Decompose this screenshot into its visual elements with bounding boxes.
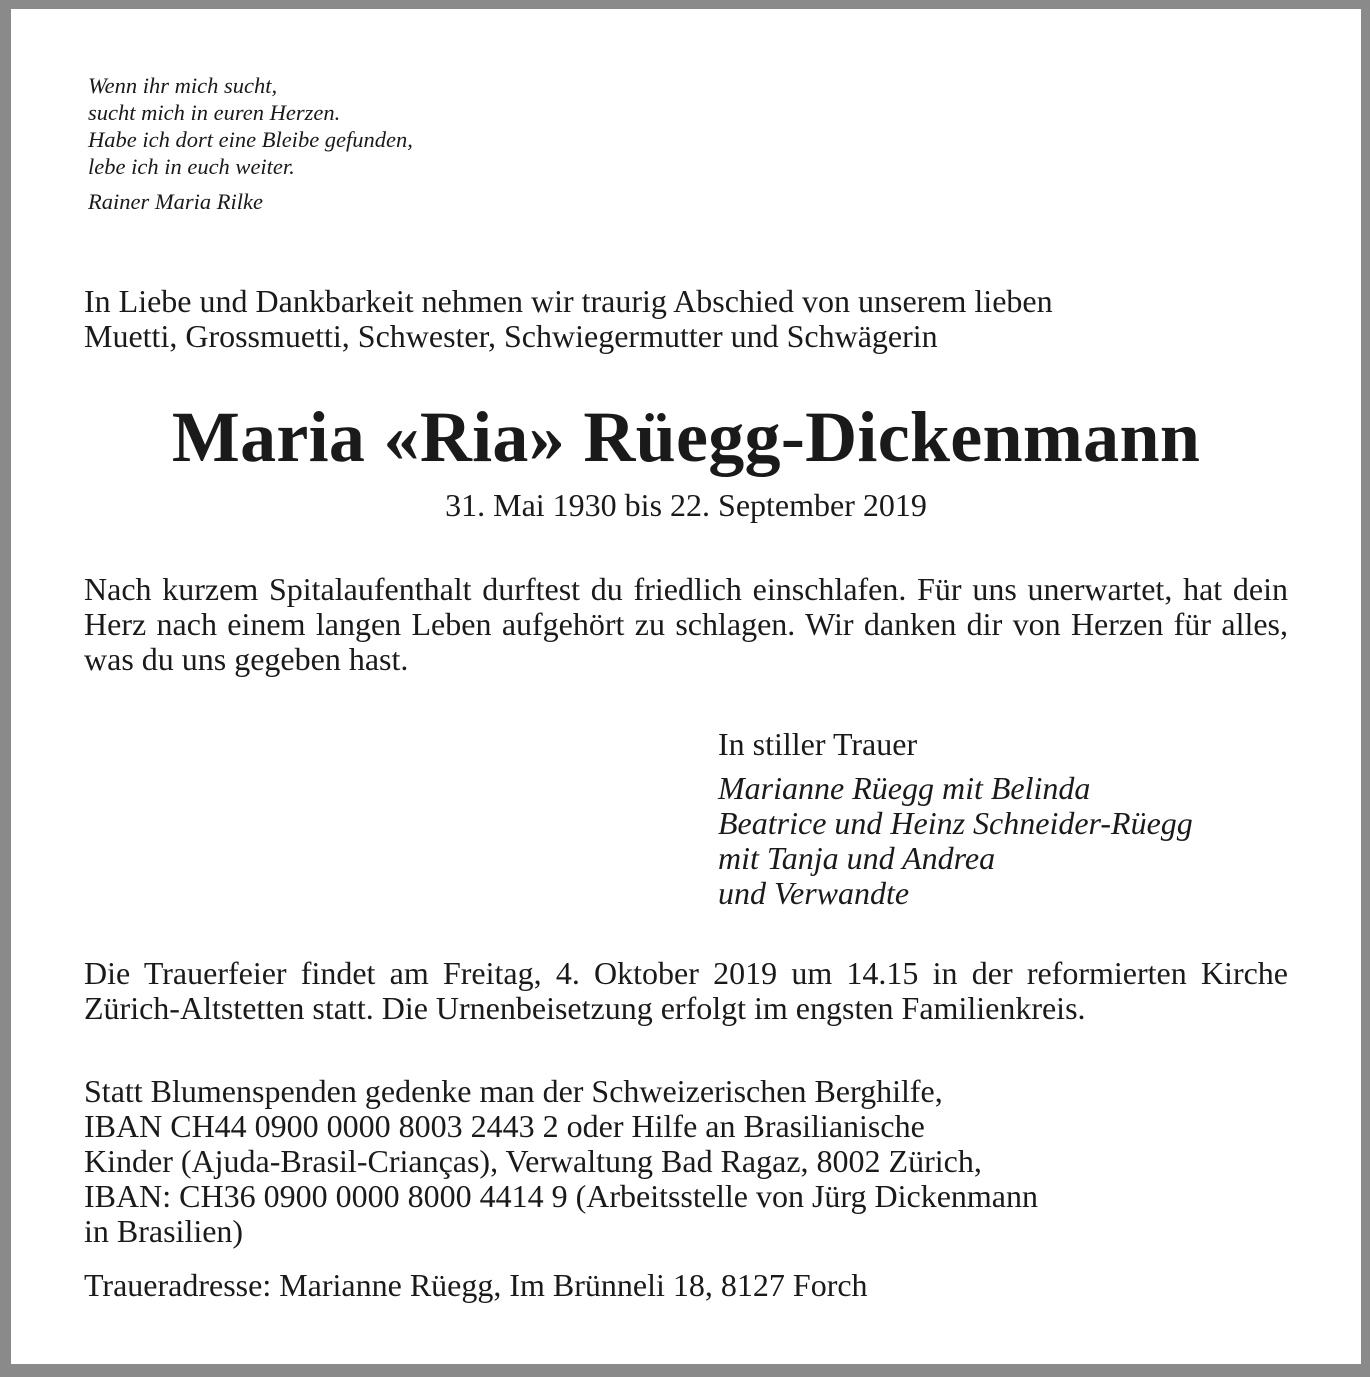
life-dates: 31. Mai 1930 bis 22. September 2019 [445,487,927,523]
motto-line: Habe ich dort eine Bleibe gefunden, [88,127,413,152]
donation-line: IBAN: CH36 0900 0000 8000 4414 9 (Arbeitsstelle von Jürg Dickenmann [84,1178,1038,1214]
mourner-name: Marianne Rüegg mit Belinda [718,770,1091,806]
motto-poem [88,72,413,180]
mourner-name: mit Tanja und Andrea [718,840,996,876]
mourner-name: Beatrice und Heinz Schneider-Rüegg [718,805,1193,841]
motto-line: sucht mich in euren Herzen. [88,100,341,125]
motto-line: lebe ich in euch weiter. [88,154,295,179]
farewell-paragraph: Nach kurzem Spitalaufenthalt durftest du friedlich einschlafen. Für uns unerwartet, hat dein Herz nach einem langen Leben aufgehört zu schlagen. Wir danken dir von Herzen für alles, was du uns gegeben hast. [84,571,1288,677]
intro-line: Muetti, Grossmuetti, Schwester, Schwiegermutter und Schwägerin [84,318,938,354]
mourning-address: Traueradresse: Marianne Rüegg, Im Brünneli 18, 8127 Forch [84,1267,868,1303]
donation-line: Statt Blumenspenden gedenke man der Schweizerischen Berghilfe, [84,1073,943,1109]
mourners-block [718,727,1318,911]
motto-line: Wenn ihr mich sucht, [88,73,278,98]
intro-text [84,284,1294,354]
donation-line: Kinder (Ajuda-Brasil-Crianças), Verwaltung Bad Ragaz, 8002 Zürich, [84,1143,982,1179]
donation-line: IBAN CH44 0900 0000 8003 2443 2 oder Hilfe an Brasilianische [84,1108,925,1144]
motto-author: Rainer Maria Rilke [88,189,263,214]
donation-line: in Brasilien) [84,1213,244,1249]
donation-info [84,1074,1288,1249]
deceased-name: Maria «Ria» Rüegg-Dickenmann [171,397,1201,477]
funeral-info: Die Trauerfeier findet am Freitag, 4. Oktober 2019 um 14.15 in der reformierten Kirche Zürich-Altstetten statt. Die Urnenbeisetzung erfolgt im engsten Familienkreis. [84,955,1288,1026]
intro-line: In Liebe und Dankbarkeit nehmen wir traurig Abschied von unserem lieben [84,283,1053,319]
obituary-card [11,9,1361,1364]
mourners-heading: In stiller Trauer [718,726,918,762]
mourner-name: und Verwandte [718,875,910,911]
